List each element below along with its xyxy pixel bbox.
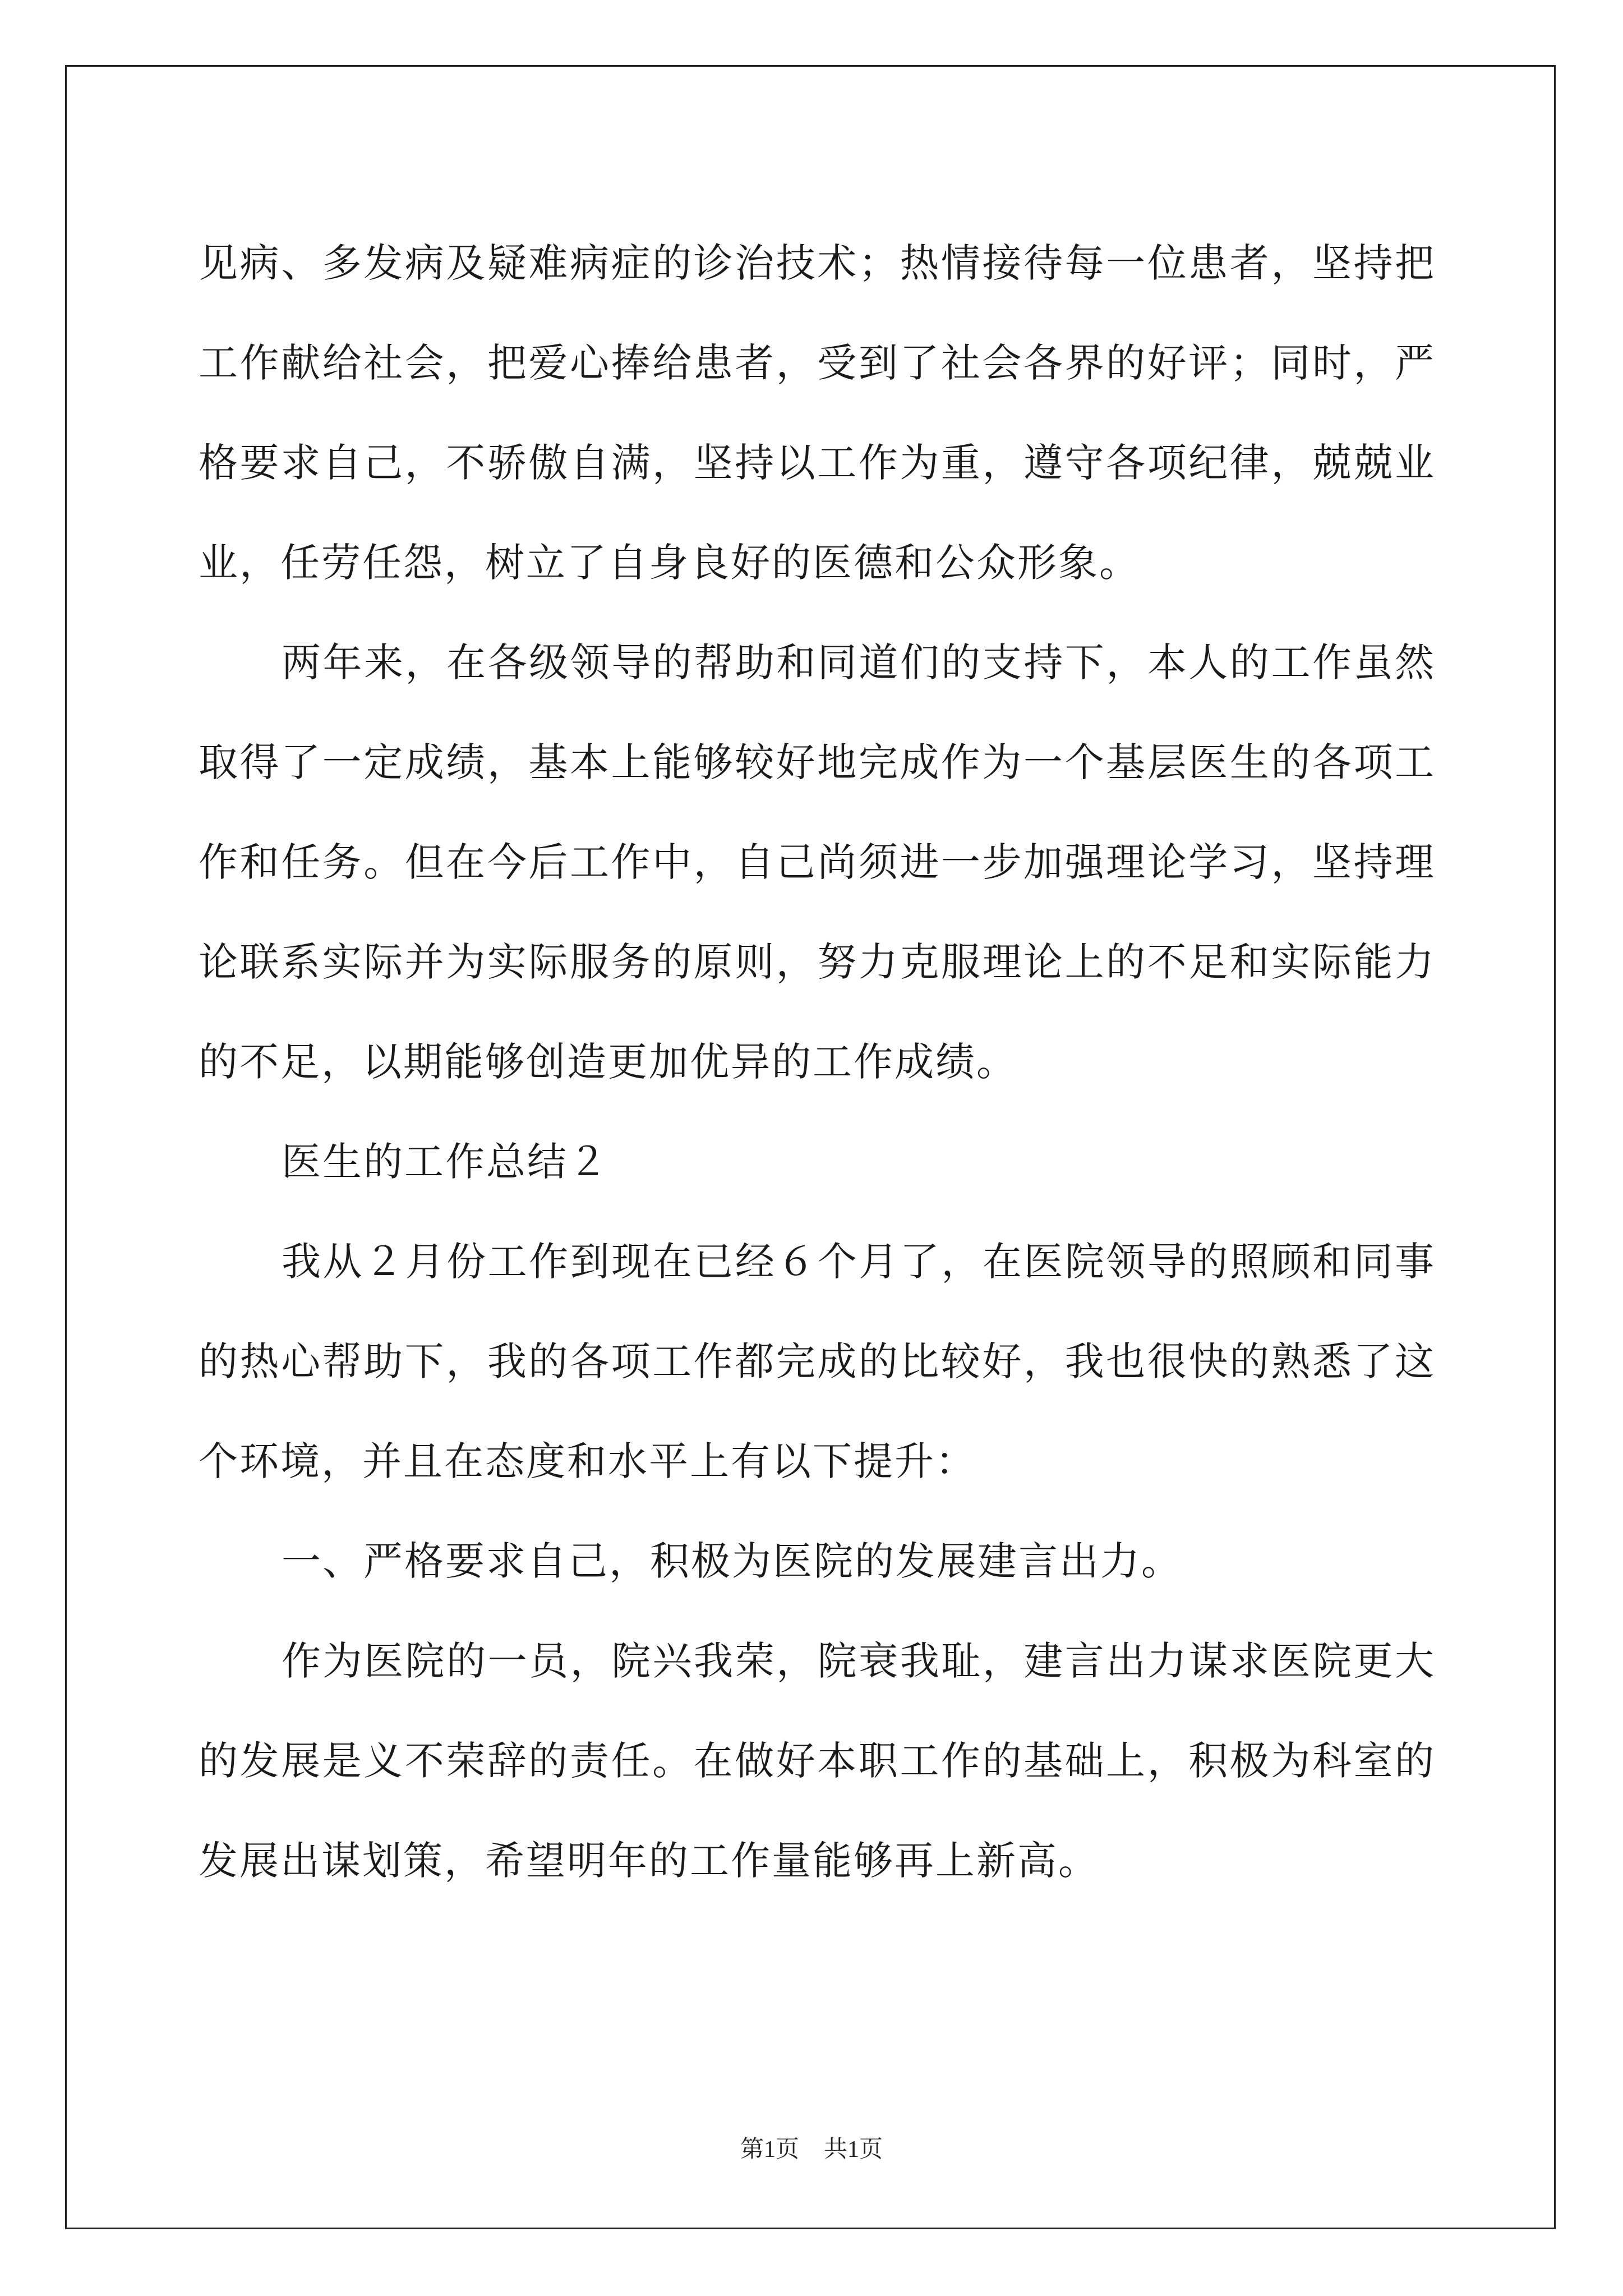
page-footer	[0, 2133, 1623, 2166]
paragraph-1: 见病、多发病及疑难病症的诊治技术；热情接待每一位患者，坚持把工作献给社会，把爱心捧给患者，受到了社会各界的好评；同时，严格要求自己，不骄傲自满，坚持以工作为重，遵守各项纪律，兢兢业业，任劳任怨，树立了自身良好的医德和公众形象。	[199, 240, 1436, 586]
paragraph-3: 我从２月份工作到现在已经６个月了，在医院领导的照顾和同事的热心帮助下，我的各项工作都完成的比较好，我也很快的熟悉了这个环境，并且在态度和水平上有以下提升：	[199, 1239, 1436, 1484]
document-body	[199, 213, 1436, 1911]
page-count: 共1页	[824, 2137, 883, 2162]
page-number: 第1页	[740, 2137, 799, 2162]
paragraph-2: 两年来，在各级领导的帮助和同道们的支持下，本人的工作虽然取得了一定成绩，基本上能够较好地完成作为一个基层医生的各项工作和任务。但在今后工作中，自己尚须进一步加强理论学习，坚持理论联系实际并为实际服务的原则，努力克服理论上的不足和实际能力的不足，以期能够创造更加优异的工作成绩。	[199, 639, 1436, 1085]
paragraph-4: 作为医院的一员，院兴我荣，院衰我耻，建言出力谋求医院更大的发展是义不荣辞的责任。在做好本职工作的基础上，积极为科室的发展出谋划策，希望明年的工作量能够再上新高。	[199, 1638, 1436, 1884]
section-heading: 医生的工作总结２	[282, 1139, 609, 1185]
list-item-heading: 一、严格要求自己，积极为医院的发展建言出力。	[282, 1538, 1182, 1584]
